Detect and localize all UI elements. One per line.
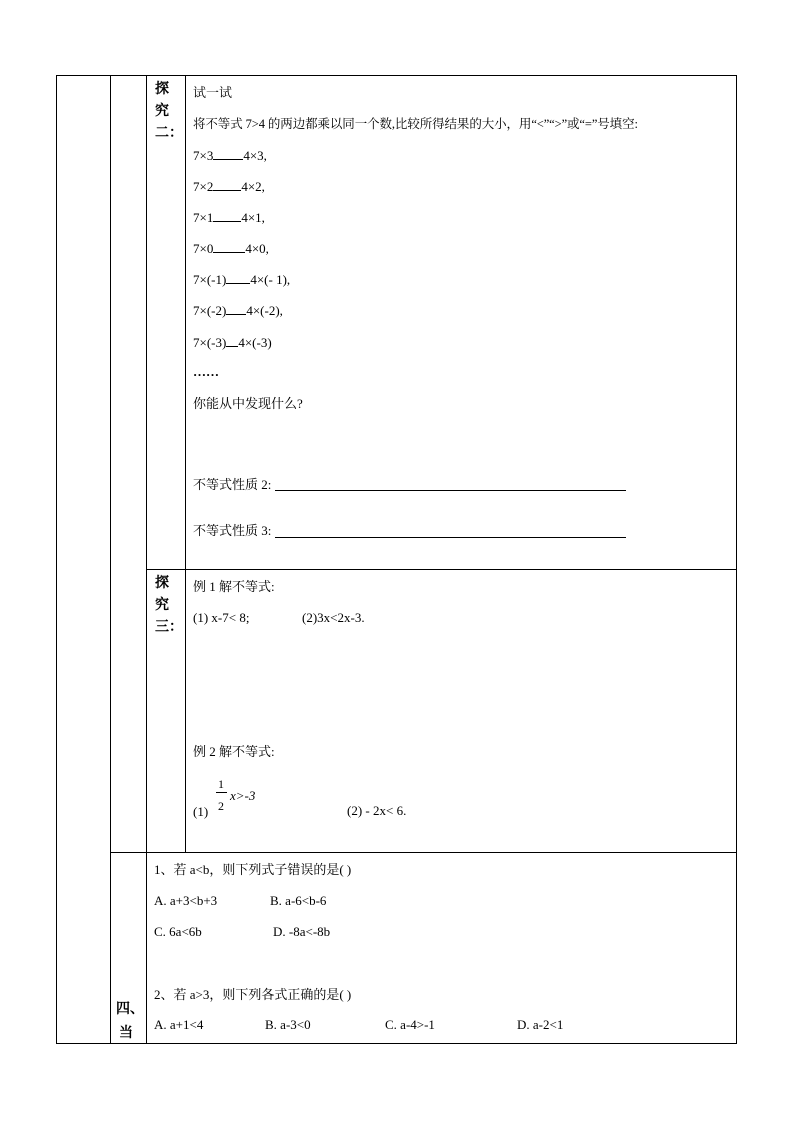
fraction-denominator: 2 (218, 799, 224, 813)
example2-title: 例 2 解不等式: (193, 744, 275, 759)
q2-option-d[interactable]: D. a-2<1 (517, 1017, 564, 1032)
q2-text: 2、若 a>3，则下列各式正确的是( ) (154, 987, 352, 1002)
example1-title: 例 1 解不等式: (193, 579, 275, 594)
question-text: 你能从中发现什么? (193, 396, 303, 411)
compare-row: 7×2 4×2, (193, 179, 265, 194)
answer-blank[interactable] (213, 147, 243, 160)
answer-blank[interactable] (226, 302, 246, 315)
q1-option-b[interactable]: B. a-6<b-6 (270, 893, 327, 908)
q2-option-a[interactable]: A. a+1<4 (154, 1017, 204, 1032)
q2-option-c[interactable]: C. a-4>-1 (385, 1017, 435, 1032)
q1-option-d[interactable]: D. -8a<-8b (273, 924, 331, 939)
explore2-label: 探 究 二： (155, 81, 183, 141)
table-bottom-border (56, 1043, 737, 1044)
col-divider-3 (185, 75, 186, 852)
example1-part2: (2)3x<2x-3. (302, 610, 365, 625)
explore2-instruction: 将不等式 7>4 的两边都乘以同一个数,比较所得结果的大小，用“<”“>”或“=”号填空: (193, 117, 638, 131)
col-divider-1 (110, 75, 111, 1044)
table-right-border (736, 75, 737, 1044)
section4-label: 四、 当 (116, 1001, 144, 1041)
property2-answer-line[interactable] (275, 490, 626, 491)
compare-row: 7×1 4×1, (193, 210, 265, 225)
fraction-bar (216, 792, 227, 793)
answer-blank[interactable] (213, 240, 245, 253)
q1-option-c[interactable]: C. 6a<6b (154, 924, 202, 939)
q1-text: 1、若 a<b，则下列式子错误的是( ) (154, 862, 352, 877)
col-divider-2 (146, 75, 147, 1044)
table-left-border (56, 75, 57, 1044)
explore2-title: 试一试 (193, 85, 233, 100)
property3-label: 不等式性质 3: (193, 523, 272, 538)
example2-part1-expr: x>-3 (230, 788, 256, 803)
answer-blank[interactable] (226, 334, 238, 347)
explore3-label: 探 究 三： (155, 575, 183, 635)
example2-part1-prefix: (1) (193, 804, 209, 819)
compare-row: 7×(-1) 4×(- 1), (193, 272, 291, 287)
answer-blank[interactable] (213, 178, 241, 191)
q2-option-b[interactable]: B. a-3<0 (265, 1017, 311, 1032)
row-divider-1 (146, 569, 737, 570)
property3-answer-line[interactable] (275, 537, 626, 538)
compare-row: 7×(-2) 4×(-2), (193, 303, 283, 318)
fraction-numerator: 1 (218, 777, 224, 791)
compare-row: 7×0 4×0, (193, 241, 269, 256)
q1-option-a[interactable]: A. a+3<b+3 (154, 893, 218, 908)
ellipsis: …… (193, 364, 219, 379)
row-divider-2 (110, 852, 737, 853)
compare-row: 7×3 4×3, (193, 148, 267, 163)
answer-blank[interactable] (213, 209, 241, 222)
answer-blank[interactable] (226, 271, 250, 284)
example2-part2: (2) - 2x< 6. (347, 803, 407, 818)
example1-part1: (1) x-7< 8; (193, 610, 250, 625)
property2-label: 不等式性质 2: (193, 477, 272, 492)
table-top-border (56, 75, 737, 76)
compare-row: 7×(-3) 4×(-3) (193, 335, 272, 350)
